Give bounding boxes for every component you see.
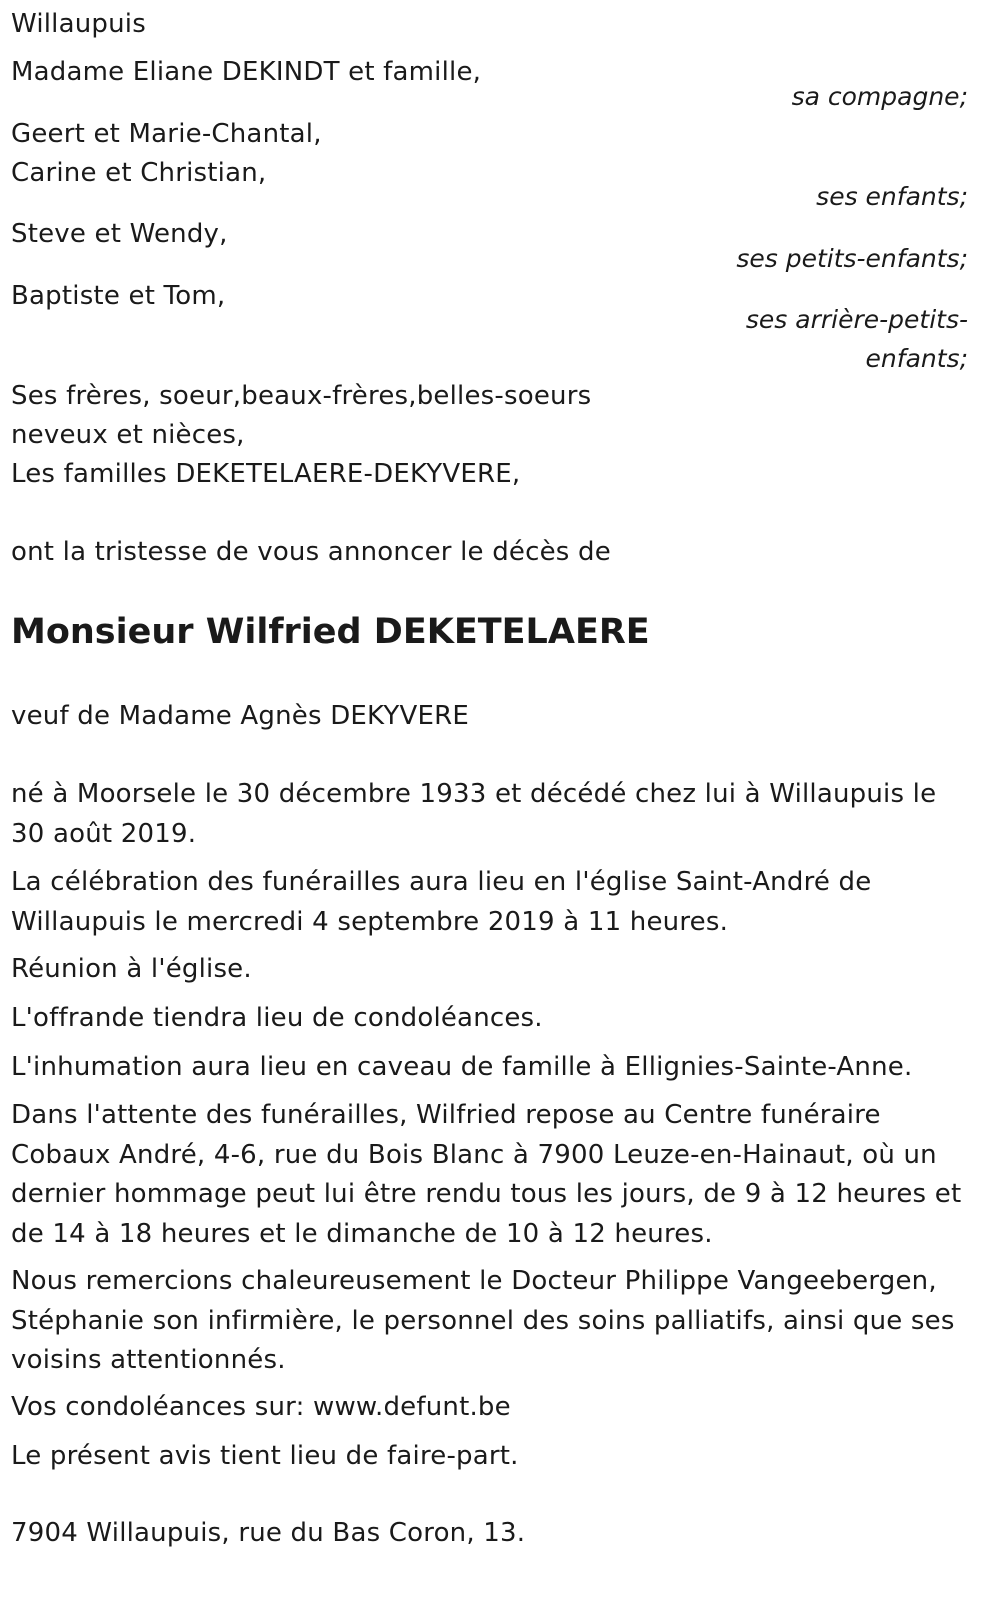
grandchildren-relation: ses petits-enfants; <box>736 244 968 273</box>
offering-paragraph: L'offrande tiendra lieu de condoléances. <box>11 1003 543 1033</box>
siblings-line-1: Ses frères, soeur,beaux-frères,belles-soeurs <box>11 381 592 411</box>
children-relation: ses enfants; <box>816 182 968 211</box>
birth-death-paragraph: né à Moorsele le 30 décembre 1933 et décédé chez lui à Willaupuis le 30 août 2019. <box>11 779 937 849</box>
grandchildren-line: Steve et Wendy, <box>11 219 228 249</box>
spouse-relation: sa compagne; <box>791 82 968 111</box>
visitation-paragraph: Dans l'attente des funérailles, Wilfried repose au Centre funéraire Cobaux André, 4-6, rue du Bois Blanc à 7900 Leuze-en-Hainaut, où un dernier hommage peut lui être rendu tous les jours, de 9 à 12 heures et de 14 à 18 heures et le dimanche de 10 à 12 heures. <box>11 1100 962 1249</box>
siblings-line-3: Les familles DEKETELAERE-DEKYVERE, <box>11 459 521 489</box>
meeting-paragraph: Réunion à l'église. <box>11 954 252 984</box>
spouse-line: Madame Eliane DEKINDT et famille, <box>11 57 482 87</box>
great-grandchildren-relation-2: enfants; <box>865 344 968 373</box>
great-grandchildren-line: Baptiste et Tom, <box>11 281 226 311</box>
deceased-name: Monsieur Wilfried DEKETELAERE <box>11 612 650 652</box>
children-line-1: Geert et Marie-Chantal, <box>11 119 322 149</box>
children-line-2: Carine et Christian, <box>11 158 267 188</box>
footer-address: 7904 Willaupuis, rue du Bas Coron, 13. <box>11 1518 526 1548</box>
condolences-paragraph: Vos condoléances sur: www.defunt.be <box>11 1392 511 1422</box>
great-grandchildren-relation-1: ses arrière-petits- <box>745 305 968 334</box>
thanks-paragraph: Nous remercions chaleureusement le Docteur Philippe Vangeebergen, Stéphanie son infirmière, le personnel des soins palliatifs, ainsi que ses voisins attentionnés. <box>11 1266 955 1375</box>
widower-of: veuf de Madame Agnès DEKYVERE <box>11 701 469 731</box>
notice-paragraph: Le présent avis tient lieu de faire-part. <box>11 1441 519 1471</box>
funeral-paragraph: La célébration des funérailles aura lieu en l'église Saint-André de Willaupuis le mercredi 4 septembre 2019 à 11 heures. <box>11 867 872 937</box>
location-heading: Willaupuis <box>11 9 146 39</box>
announcement-intro: ont la tristesse de vous annoncer le décès de <box>11 537 611 567</box>
siblings-line-2: neveux et nièces, <box>11 420 245 450</box>
burial-paragraph: L'inhumation aura lieu en caveau de famille à Ellignies-Sainte-Anne. <box>11 1052 913 1082</box>
